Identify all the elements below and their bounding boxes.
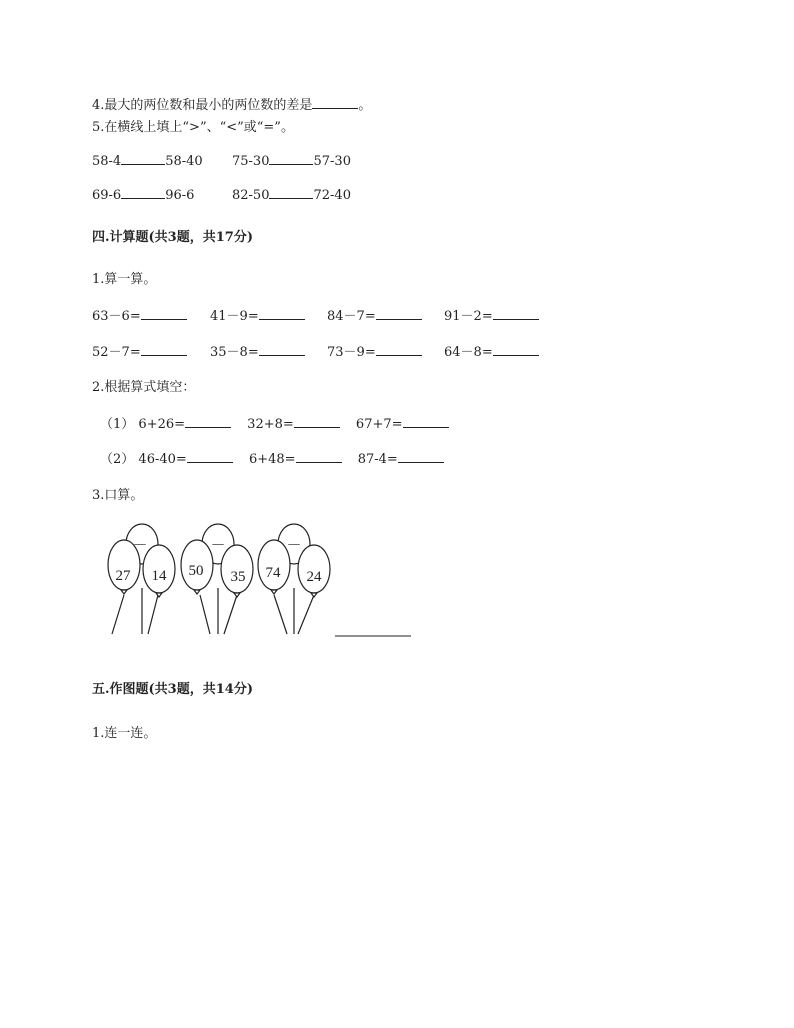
answer-blank[interactable] — [259, 343, 305, 356]
compare-left: 75-30 — [232, 154, 270, 169]
balloons-illustration — [100, 520, 430, 645]
equation: 64－8= — [444, 345, 493, 360]
calc-1-r2-c4 — [444, 341, 539, 360]
question-4-text: 4.最大的两位数和最小的两位数的差是 — [92, 98, 313, 113]
calc-2-title: 2.根据算式填空： — [92, 380, 196, 395]
calc-1-r1-c1 — [92, 305, 187, 324]
balloon-1-right-label: 14 — [151, 568, 167, 584]
calc-1-r2-c3 — [327, 341, 422, 360]
compare-left: 82-50 — [232, 188, 270, 203]
equation: 6+26= — [138, 417, 186, 432]
equation: 84－7= — [327, 309, 376, 324]
equation: 35－8= — [210, 345, 259, 360]
answer-blank[interactable] — [187, 450, 233, 463]
draw-1-title: 1.连一连。 — [92, 726, 157, 741]
compare-left: 69-6 — [92, 188, 122, 203]
compare-right: 57-30 — [313, 154, 351, 169]
equation: 87-4= — [357, 452, 398, 467]
calc-3-title: 3.口算。 — [92, 488, 144, 503]
calc-1-r1-c3 — [327, 305, 422, 324]
balloon-3-top-label: － — [286, 538, 302, 554]
answer-blank[interactable] — [403, 415, 449, 428]
section-5-heading: 五.作图题(共3题，共14分) — [92, 682, 253, 697]
calc-2-row-2 — [100, 448, 444, 467]
equation: 67+7= — [355, 417, 403, 432]
answer-blank[interactable] — [376, 307, 422, 320]
question-5-text: 5.在横线上填上“>”、“<”或“=”。 — [92, 120, 294, 135]
item-label: （2） — [100, 452, 135, 467]
compare-left: 58-4 — [92, 154, 122, 169]
answer-blank[interactable] — [493, 343, 539, 356]
answer-blank[interactable] — [398, 450, 444, 463]
section-4-heading: 四.计算题(共3题，共17分) — [92, 230, 253, 245]
question-5 — [92, 116, 294, 135]
answer-blank[interactable] — [185, 415, 231, 428]
balloon-2-right-label: 35 — [230, 569, 246, 585]
equation: 63－6= — [92, 309, 141, 324]
balloon-3-right-label: 24 — [306, 569, 322, 585]
equation: 73－9= — [327, 345, 376, 360]
calc-1-r2-c2 — [210, 341, 305, 360]
balloon-1-left-label: 27 — [115, 568, 131, 584]
question-4-end: 。 — [358, 98, 372, 113]
calc-1-title: 1.算一算。 — [92, 272, 157, 287]
compare-row-2-item-1 — [92, 186, 194, 203]
compare-row-1-item-2 — [232, 152, 351, 169]
equation: 32+8= — [247, 417, 294, 432]
compare-right: 72-40 — [313, 188, 351, 203]
answer-blank[interactable] — [294, 415, 340, 428]
compare-row-2-item-2 — [232, 186, 351, 203]
equation: 6+48= — [248, 452, 296, 467]
answer-blank[interactable] — [141, 307, 187, 320]
calc-1-r1-c4 — [444, 305, 539, 324]
balloon-3-left-label: 74 — [265, 565, 281, 581]
compare-blank[interactable] — [269, 152, 313, 165]
compare-right: 96-6 — [165, 188, 195, 203]
balloon-1-top-label: － — [132, 538, 148, 554]
balloon-2-top-label: － — [210, 538, 226, 554]
answer-blank[interactable] — [141, 343, 187, 356]
item-label: （1） — [100, 417, 135, 432]
answer-blank[interactable] — [259, 307, 305, 320]
equation: 46-40= — [138, 452, 187, 467]
answer-blank[interactable] — [376, 343, 422, 356]
compare-blank[interactable] — [269, 186, 313, 199]
compare-right: 58-40 — [165, 154, 203, 169]
answer-blank[interactable] — [493, 307, 539, 320]
balloon-2-left-label: 50 — [188, 563, 204, 579]
answer-blank[interactable] — [312, 96, 358, 109]
equation: 52－7= — [92, 345, 141, 360]
answer-blank[interactable] — [296, 450, 342, 463]
equation: 41－9= — [210, 309, 259, 324]
calc-1-r2-c1 — [92, 341, 187, 360]
equation: 91－2= — [444, 309, 493, 324]
question-4 — [92, 94, 371, 113]
compare-blank[interactable] — [121, 152, 165, 165]
compare-blank[interactable] — [121, 186, 165, 199]
calc-2-row-1 — [100, 413, 449, 432]
compare-row-1-item-1 — [92, 152, 203, 169]
calc-1-r1-c2 — [210, 305, 305, 324]
